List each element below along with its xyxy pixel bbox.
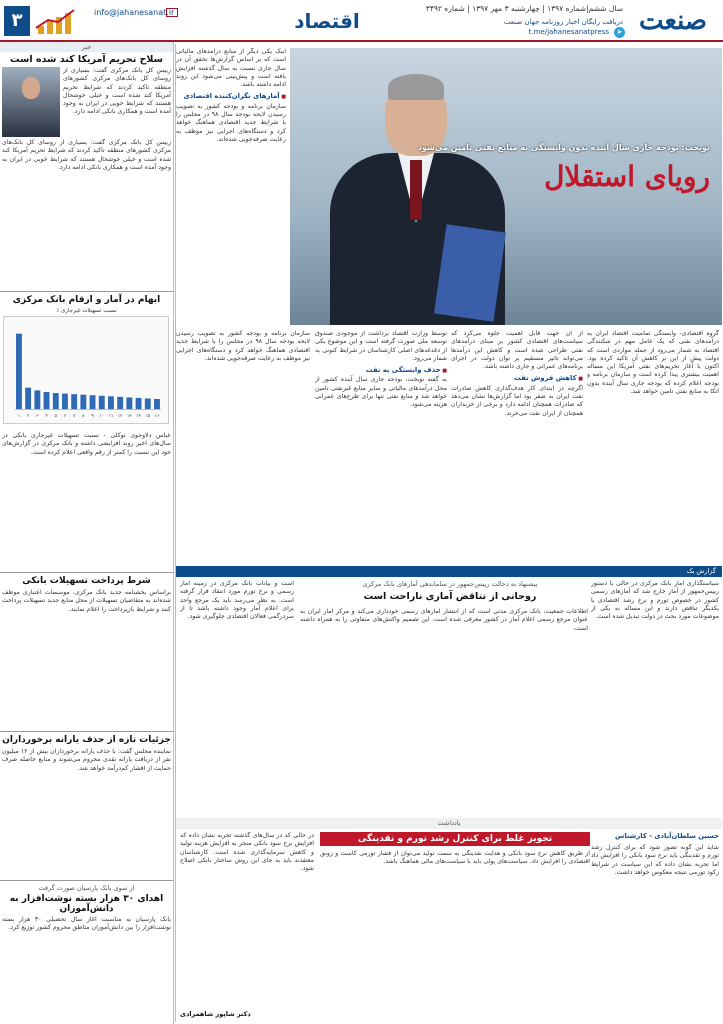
tick-label: ۱۲ — [117, 414, 123, 420]
bar — [25, 388, 31, 410]
lead-paragraph: توسط وزارت اقتصاد برداشت از موجودی صندوق توسعه ملی صورت گرفته است و این موضوع یکی از دغدغه‌های اصلی کارشناسان در شرایط کنونی به شمار می‌رود. — [315, 330, 447, 362]
note-signature: دکتر شاپور شاهمرادی — [180, 1010, 251, 1018]
bar — [53, 393, 59, 409]
news-label: خبر — [0, 42, 173, 52]
tick-label: ۹ — [91, 414, 94, 420]
lead-article-col4b — [176, 330, 310, 562]
report-col-right — [591, 580, 719, 812]
bar — [154, 399, 160, 409]
tick-label: ۱۶ — [154, 414, 160, 420]
channel-label: دریافت رایگان اخبار روزنامه جهان صنعت — [503, 18, 623, 26]
divider — [0, 731, 173, 732]
envelope-icon — [166, 8, 178, 17]
tick-label: ۱۳ — [127, 414, 132, 420]
bar — [90, 395, 96, 409]
photo-hair — [388, 74, 444, 100]
issue-line: سال ششم|شماره ۱۳۹۷ | چهارشنبه ۳ مهر ۱۳۹۷ | شماره ۳۴۹۲ — [425, 4, 623, 13]
lead-article-col2 — [451, 330, 583, 562]
hero-kicker: نوبخت: بودجه جاری سال آینده بدون وابستگی به منابع نفتی تامین می‌شود — [417, 143, 710, 152]
lead-article-col1 — [587, 330, 719, 562]
note-col-mid — [320, 850, 590, 1020]
news-photo — [2, 67, 60, 137]
newspaper-logo: صنعت — [639, 6, 707, 36]
lead-paragraph: به گفته نوبخت، بودجه جاری سال آینده کشور از محل درآمدهای مالیاتی و سایر منابع غیرنفتی تامین خواهد شد و منابع نفتی تنها برای طرح‌های عمرانی هزینه می‌شود. — [315, 376, 447, 409]
page-number: ۳ — [4, 6, 30, 36]
lead-paragraph: سازمان برنامه و بودجه کشور به تصویب رسیدن لایحه بودجه سال ۹۸ در مجلس را با شرایط جدید اقتصادی هماهنگ خواهد کرد و دستگاه‌های اجرایی نیز موظف به رعایت صرفه‌جویی شده‌اند. — [176, 330, 310, 362]
column-rule — [175, 44, 176, 1022]
hero-title: رویای استقلال — [544, 160, 710, 193]
tick-label: ۸ — [82, 414, 85, 420]
news-body: رییس کل بانک مرکزی گفت: بسیاری از روسای کل بانک‌های مرکزی کشورهای منطقه تاکید کردند که شرایط تحریم آمریکا کند شده است و خیلی خوشحال هستند که شرایط خوبی در ایران به وجود آمده است و همکاری بانکی ادامه دارد. — [63, 67, 171, 116]
tick-label: ۱۴ — [136, 414, 141, 420]
lead-paragraph: اینک یکی دیگر از منابع درآمدهای مالیاتی است که بر اساس گزارش‌ها تحقق آن در سال جاری نسبت به سال گذشته افزایش یافته است و پیش‌بینی می‌شود این روند ادامه داشته باشد. — [176, 48, 286, 89]
bar — [126, 397, 132, 409]
news-body-cont: رییس کل بانک مرکزی گفت: بسیاری از روسای کل بانک‌های مرکزی کشورهای منطقه تاکید کردند که شرایط تحریم آمریکا کند شده است و خیلی خوشحال هستند که شرایط خوبی در ایران به وجود آمده است و همکاری بانکی ادامه دارد. — [2, 139, 171, 171]
lead-article-col3 — [315, 330, 447, 562]
growth-chart-icon — [34, 6, 90, 36]
lead-subheading: ■ آمارهای نگران‌کننده اقتصادی — [176, 92, 286, 101]
news-title[interactable]: شرط پرداخت تسهیلات بانکی — [22, 576, 151, 586]
note-paragraph: شاید این گونه تصور شود که برای کنترل رشد تورم و نقدینگی باید نرخ سود بانکی را افزایش داد اما تجربه نشان داده که این سیاست در شرایط رکود تورمی نتیجه معکوس خواهد داشت. — [591, 844, 719, 876]
report-col-mid — [300, 608, 588, 812]
lead-paragraph: اگرچه در ابتدای کار هدف‌گذاری کاهش صادرات نفت ایران به صفر بود اما گزارش‌ها نشان می‌دهد که صادرات همچنان ادامه دارد و برخی از خریداران همچنان از ایران نفت می‌خرند. — [451, 384, 583, 417]
tick-label: ۳ — [36, 414, 39, 420]
photo-tie — [410, 160, 422, 220]
note-paragraph: در حالی که در سال‌های گذشته تجربه نشان داده که افزایش نرخ سود بانکی منجر به افزایش هزینه تولید و کاهش سرمایه‌گذاری شده است. کارشناسان معتقدند باید به جای این روش ساختار بانکی اصلاح شود. — [180, 832, 314, 873]
tick-label: ۱۵ — [145, 414, 151, 420]
telegram-icon: ➤ — [614, 27, 625, 38]
report-col-left — [180, 580, 294, 812]
hero-photo — [290, 48, 722, 325]
report-band-header: گزارش یک — [176, 566, 722, 577]
note-band-header: یادداشت — [176, 818, 722, 829]
left-news-column — [0, 42, 174, 1024]
divider — [0, 880, 173, 881]
report-paragraph: است و بیانات بانک مرکزی در زمینه آمار رسمی و نرخ تورم مورد انتقاد قرار گرفته است. به نظر می‌رسد باید یک مرجع واحد برای اعلام آمار وجود داشته باشد تا از سردرگمی فعالان اقتصادی جلوگیری شود. — [180, 580, 294, 621]
npl-bar-chart — [3, 316, 169, 424]
bar — [34, 390, 40, 409]
lead-paragraph: سازمان برنامه و بودجه کشور به تصویب رسیدن لایحه بودجه سال ۹۸ در مجلس را با شرایط جدید اقتصادی هماهنگ خواهد کرد و دستگاه‌های اجرایی نیز موظف به رعایت صرفه‌جویی شده‌اند. — [176, 102, 286, 143]
report-title[interactable]: روحانی از تناقض آماری ناراحت است — [363, 591, 537, 602]
lead-subheading: ■ حذف وابستگی به نفت — [315, 366, 447, 375]
note-col-right — [591, 844, 719, 1020]
divider — [0, 291, 173, 292]
tick-label: ۷ — [72, 414, 76, 420]
bar — [145, 398, 151, 409]
lead-article-col4 — [176, 48, 286, 318]
report-paragraph: اطلاعات جمعیت، بانک مرکزی مدتی است که از انتشار آمارهای رسمی خودداری می‌کند و مرکز آمار ایران به عنوان مرجع رسمی اعلام آمار در کشور معرفی شده است. این تصمیم واکنش‌های متفاوتی را به همراه داشته است. — [300, 608, 588, 632]
bar — [108, 396, 114, 409]
photo-folders — [434, 224, 506, 321]
lead-paragraph: گروه اقتصادی- وابستگی تمامیت اقتصاد ایران به درآمدهای نفتی که یک عامل مهم در شکنندگی اقتصاد به شمار می‌رود از جمله مواردی است که دولت پیش از این بر کاهش آن تاکید کرده بود. اکنون با آغاز تحریم‌های نفتی آمریکا این مساله اهمیت بیشتری پیدا کرده است و سازمان برنامه و بودجه اعلام کرده که بودجه جاری سال آینده بدون اتکا به منابع نفتی تامین خواهد شد. — [587, 330, 719, 396]
tick-label: ۱۱ — [108, 414, 114, 420]
news-body: براساس بخشنامه جدید بانک مرکزی، موسسات اعتباری موظف شده‌اند به متقاضیان تسهیلات از محل منابع جدید تسهیلات پرداخت کنند و شرایط بازپرداخت را اعلام نمایند. — [2, 589, 171, 613]
note-author: حسین سلطان‌آبادی - کارشناس — [614, 832, 719, 840]
tick-label: ۱۰ — [99, 414, 105, 420]
tick-label: ۵ — [54, 414, 57, 420]
lead-paragraph: از آن جهت قابل اهمیت جلوه می‌کرد که سیاست‌های اقتصادی کشور بر مبنای درآمدهای نفتی طراحی شده است و کاهش این درآمدها می‌تواند تاثیر مستقیم بر توان دولت در اجرای برنامه‌های عمرانی و جاری داشته باشد. — [451, 330, 583, 371]
bar — [62, 394, 68, 410]
news-kicker: از سوی بانک پارسیان صورت گرفت — [38, 884, 135, 892]
tick-label: ۲ — [26, 414, 30, 420]
bar — [44, 392, 50, 409]
note-col-left — [180, 832, 314, 1010]
report-paragraph: سیاستگذاری آمار بانک مرکزی در حالی با دستور رییس‌جمهور از آمار خارج شد که آمارهای رسمی کشور در خصوص تورم و نرخ رشد اقتصادی با یکدیگر تناقض دارند و این مساله به یکی از موضوعات مورد بحث در دولت تبدیل شده است. — [591, 580, 719, 621]
section-title: اقتصاد — [294, 9, 360, 33]
tick-label: ۴ — [45, 414, 48, 420]
tick-label: ۶ — [63, 414, 67, 420]
note-title[interactable]: تجویز غلط برای کنترل رشد تورم و نقدینگی — [320, 832, 590, 846]
report-kicker: پیشنهاد به دخالت رییس‌جمهور در ساماندهی آمارهای بانک مرکزی — [362, 580, 538, 588]
news-title[interactable]: جزئیات تازه از حذف یارانه برخورداران — [2, 735, 171, 745]
bar — [16, 334, 22, 410]
news-title[interactable]: ابهام در آمار و ارقام بانک مرکزی — [12, 295, 161, 305]
news-body: نماینده مجلس گفت: با حذف یارانه برخورداران بیش از ۱۲ میلیون نفر از دریافت یارانه نقدی محروم می‌شوند و منابع حاصله صرف حمایت از اقشار کم‌درآمد خواهد شد. — [2, 748, 171, 772]
bar — [136, 398, 142, 409]
tick-label: ۱ — [17, 414, 21, 420]
lead-subheading: ■ کاهش فروش نفت — [451, 374, 583, 383]
news-body: بانک پارسیان به مناسبت آغاز سال تحصیلی ۳۰ هزار بسته نوشت‌افزار را بین دانش‌آموزان مناطق محروم کشور توزیع کرد. — [2, 916, 171, 932]
bar — [71, 394, 77, 409]
news-title[interactable]: اهدای ۳۰ هزار بسته نوشت‌افزار به دانش‌آموزان — [9, 894, 164, 914]
bar — [99, 396, 105, 409]
bar — [117, 397, 123, 409]
note-paragraph: از طریق کاهش نرخ سود بانکی و هدایت نقدینگی به سمت تولید می‌توان از فشار تورمی کاست و رونق اقتصادی را افزایش داد. سیاست‌های پولی باید با سیاست‌های مالی هماهنگ باشد. — [320, 850, 590, 866]
contact-email[interactable]: info@jahanesanat.ir — [94, 8, 175, 17]
bar — [80, 395, 86, 410]
news-title[interactable]: سلاح تحریم آمریکا کند شده است — [10, 54, 163, 65]
chart-caption: نسبت تسهیلات غیرجاری ٪ — [56, 308, 117, 314]
news-body: عباس دلاوجوی توکلی - نسبت تسهیلات غیرجاری بانکی در سال‌های اخیر روند افزایشی داشته و بانک مرکزی در گزارش‌های خود این نسبت را کمتر از رقم واقعی اعلام کرده است. — [2, 432, 171, 456]
divider — [0, 572, 173, 573]
photo-head — [22, 77, 40, 99]
channel-url[interactable]: t.me/jahanesanatpress — [528, 28, 609, 36]
